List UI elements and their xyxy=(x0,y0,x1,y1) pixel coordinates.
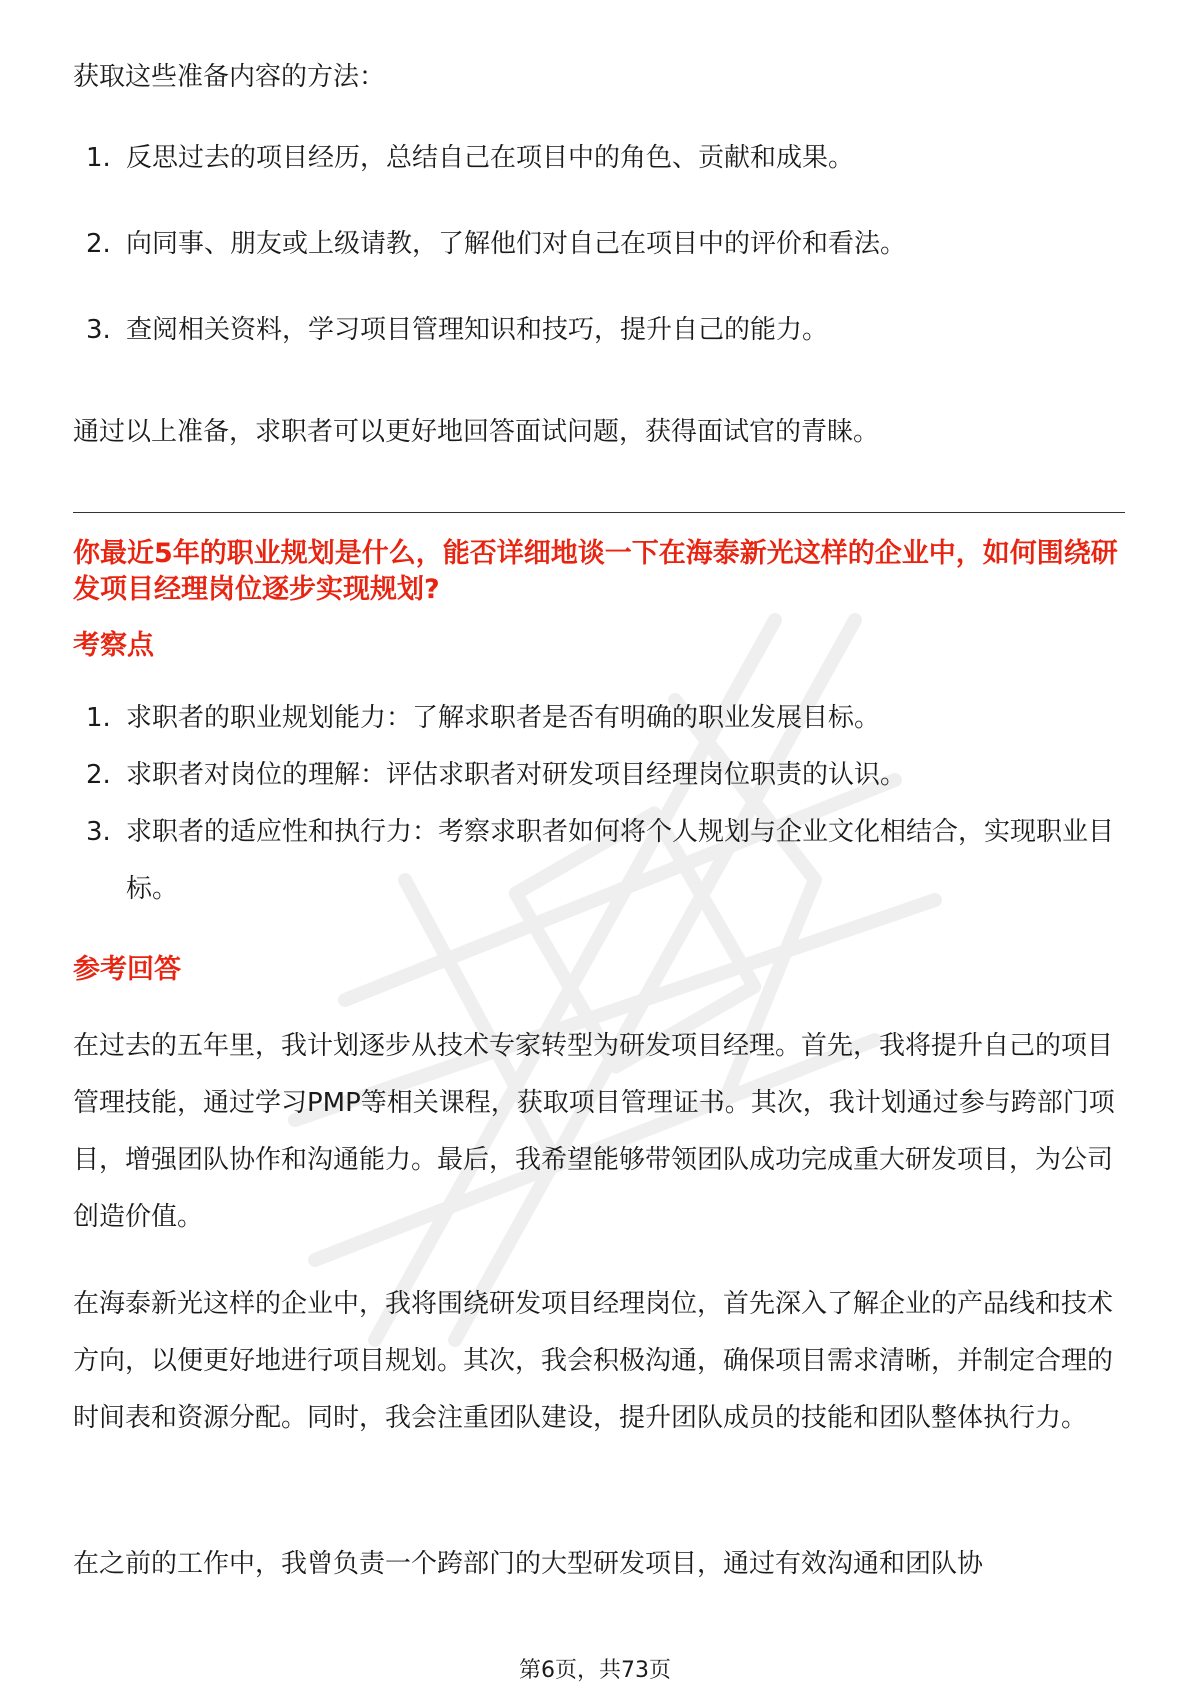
page-number: 第6页，共73页 xyxy=(519,1658,671,1683)
list-item-text: 求职者对岗位的理解：评估求职者对研发项目经理岗位职责的认识。 xyxy=(126,760,907,790)
list-item-text: 反思过去的项目经历，总结自己在项目中的角色、贡献和成果。 xyxy=(126,143,855,173)
intro-heading: 获取这些准备内容的方法： xyxy=(73,62,386,92)
answer-paragraph-2: 在海泰新光这样的企业中，我将围绕研发项目经理岗位，首先深入了解企业的产品线和技术方向，以便更好地进行项目规划。其次，我会积极沟通，确保项目需求清晰，并制定合理的时间表和资源分配。同时，我会注重团队建设，提升团队成员的技能和团队整体执行力。 xyxy=(73,1289,1114,1433)
focus-heading: 考察点 xyxy=(73,630,154,661)
list-item-number: 2. xyxy=(86,760,111,790)
list-item-number: 3. xyxy=(86,315,111,345)
list-item-number: 1. xyxy=(86,143,111,173)
list-item-number: 1. xyxy=(86,703,111,733)
answer-paragraph-1: 在过去的五年里，我计划逐步从技术专家转型为研发项目经理。首先，我将提升自己的项目管理技能，通过学习PMP等相关课程，获取项目管理证书。其次，我计划通过参与跨部门项目，增强团队协作和沟通能力。最后，我希望能够带领团队成功完成重大研发项目，为公司创造价值。 xyxy=(73,1031,1115,1232)
list-item xyxy=(73,690,1117,747)
method-list xyxy=(73,138,1117,396)
answer-paragraph-3: 在之前的工作中，我曾负责一个跨部门的大型研发项目，通过有效沟通和团队协 xyxy=(73,1549,984,1579)
list-item xyxy=(73,804,1117,918)
focus-list xyxy=(73,690,1117,918)
section-divider xyxy=(73,512,1125,513)
list-item xyxy=(73,138,1117,178)
list-item xyxy=(73,310,1117,350)
list-item-text: 向同事、朋友或上级请教，了解他们对自己在项目中的评价和看法。 xyxy=(126,229,907,259)
list-item-text: 求职者的适应性和执行力：考察求职者如何将个人规划与企业文化相结合，实现职业目标。 xyxy=(126,817,1115,904)
list-item-text: 查阅相关资料，学习项目管理知识和技巧，提升自己的能力。 xyxy=(126,315,829,345)
interview-question: 你最近5年的职业规划是什么，能否详细地谈一下在海泰新光这样的企业中，如何围绕研发项目经理岗位逐步实现规划? xyxy=(73,538,1118,605)
list-item xyxy=(73,747,1117,804)
list-item-text: 求职者的职业规划能力：了解求职者是否有明确的职业发展目标。 xyxy=(126,703,881,733)
list-item-number: 2. xyxy=(86,229,111,259)
list-item-number: 3. xyxy=(86,817,111,847)
answer-heading: 参考回答 xyxy=(73,954,181,985)
list-item xyxy=(73,224,1117,264)
intro-conclusion: 通过以上准备，求职者可以更好地回答面试问题，获得面试官的青睐。 xyxy=(73,417,880,447)
